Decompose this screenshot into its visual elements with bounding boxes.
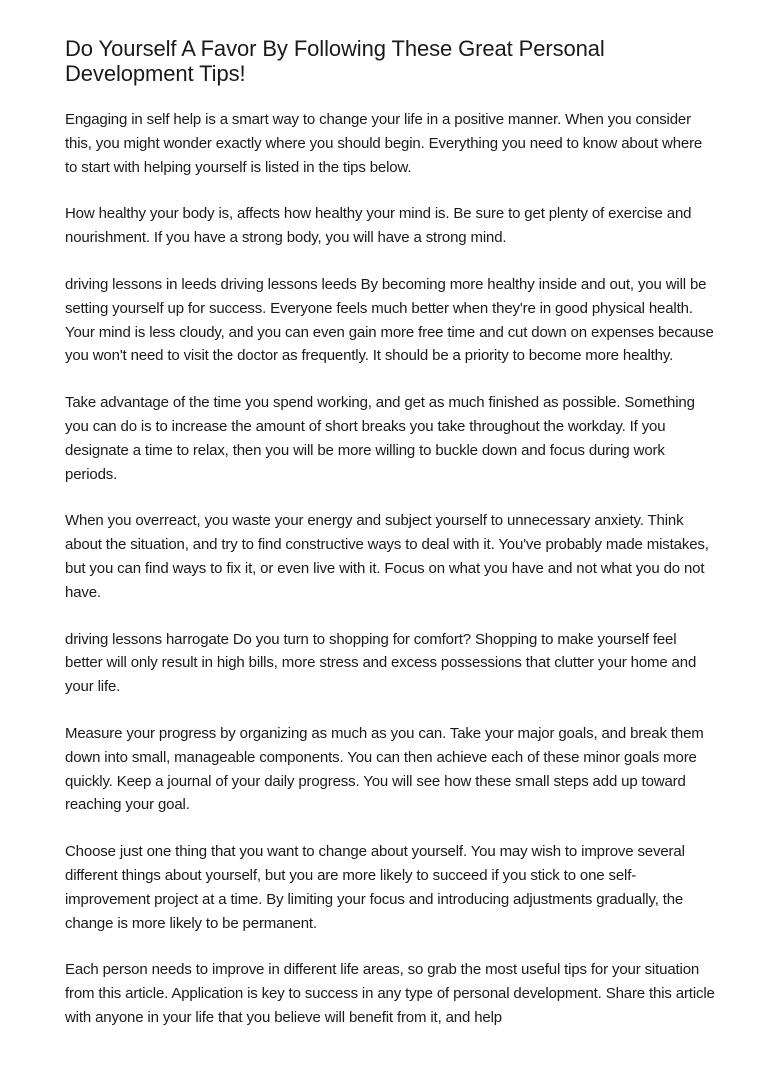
paragraph-healthy-body: How healthy your body is, affects how healthy your mind is. Be sure to get plenty of exercise and nourishment. If you have a strong body, you will have a strong mind. [65,205,692,247]
paragraph-each-person: Each person needs to improve in different life areas, so grab the most useful tips for your situation from this article. Application is key to success in any type of personal development. Share this article with anyone in your life that you believe will benefit from it, and help [65,961,715,1026]
document-title: Do Yourself A Favor By Following These Great Personal Development Tips! [65,36,605,86]
document-page [65,36,715,1030]
paragraph-time-working: Take advantage of the time you spend working, and get as much finished as possible. Something you can do is to increase the amount of short breaks you take throughout the workday. If you designate a time to relax, then you will be more willing to buckle down and focus during work periods. [65,394,695,483]
paragraph-intro: Engaging in self help is a smart way to change your life in a positive manner. When you consider this, you might wonder exactly where you should begin. Everything you need to know about where to start with helping yourself is listed in the tips below. [65,111,703,176]
paragraph-choose-one-thing: Choose just one thing that you want to change about yourself. You may wish to improve several different things about yourself, but you are more likely to succeed if you stick to one self-improvement project at a time. By limiting your focus and introducing adjustments gradually, the change is more likely to be permanent. [65,843,685,932]
paragraph-driving-lessons-harrogate: driving lessons harrogate Do you turn to shopping for comfort? Shopping to make yourself feel better will only result in high bills, more stress and excess possessions that clutter your home and your life. [65,630,697,696]
paragraph-measure-progress: Measure your progress by organizing as much as you can. Take your major goals, and break them down into small, manageable components. You can then achieve each of these minor goals more quickly. Keep a journal of your daily progress. You will see how these small steps add up toward reaching your goal. [65,724,704,814]
paragraph-overreact: When you overreact, you waste your energy and subject yourself to unnecessary anxiety. Think about the situation, and try to find constructive ways to deal with it. You've probably made mistakes, but you can find ways to fix it, or even live with it. Focus on what you have and not what you do not have. [65,512,709,601]
paragraph-driving-lessons-leeds: driving lessons in leeds driving lessons leeds By becoming more healthy inside and out, you will be setting yourself up for success. Everyone feels much better when they're in good physical health. Your mind is less cloudy, and you can even gain more free time and cut down on expenses because you won't need to visit the doctor as frequently. It should be a priority to become more healthy. [65,275,714,365]
